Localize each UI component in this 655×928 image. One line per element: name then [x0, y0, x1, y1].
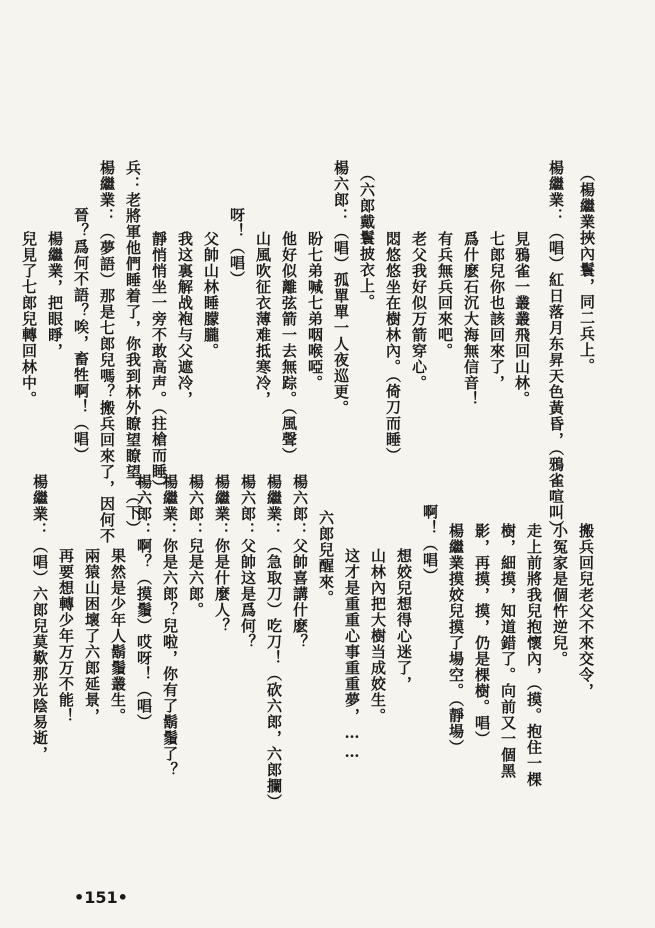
text-column: 樹，細摸，知道錯了。向前又一個黑: [499, 523, 517, 779]
text-column: 爲什麽石沉大海無信音！: [462, 231, 480, 407]
text-column: 父帥山林睡朦朧。: [202, 231, 220, 359]
text-column: 果然是少年人鬍鬚叢生。: [109, 548, 127, 724]
text-column: 楊繼業：（唱）六郎兒莫歎那光陰易逝，: [31, 474, 49, 762]
text-column: 影，再摸，摸，仍是棵樹。唱）: [473, 523, 491, 747]
text-column: 楊繼業：你是什麼人？: [213, 474, 231, 634]
text-column: 楊繼業：你是六郎？兒啦，你有了鬍鬚了？: [161, 474, 179, 778]
text-column: 六郎兒醒來。: [317, 510, 335, 606]
text-column: 啊！（唱）: [421, 504, 439, 584]
text-column: 楊繼業：（夢語）那是七郎兒嗎？搬兵回來了，因何不: [98, 160, 116, 544]
text-column: （楊繼業挾內鬟，同二兵上。: [578, 166, 596, 374]
text-column: 楊六郎：父帥这是爲何？: [239, 474, 257, 650]
text-column: 老父我好似万箭穿心。: [410, 231, 428, 391]
text-column: 小冤家是個忤逆兒。: [551, 523, 569, 667]
text-column: 見鴉雀一叢叢飛回山林。: [513, 231, 531, 407]
text-column: 靜悄悄坐一旁不敢高声。（拄槍而睡）: [150, 231, 168, 496]
text-column: 盼七弟喊七弟咽喉啞。: [306, 231, 324, 391]
text-column: 晉？爲何不語？唉，畜牲啊！（唱）: [72, 207, 90, 463]
text-column: （六郎戴鬟披衣上。: [358, 166, 376, 310]
text-column: 七郎兒你也該回來了，: [488, 231, 506, 391]
text-column: 这才是重重心事重重夢，……: [343, 548, 361, 762]
text-column: 楊繼業，把眼睜，: [46, 231, 64, 359]
text-column: 他好似離弦箭一去無踪。（風聲）: [280, 231, 298, 464]
page-number: •151•: [74, 888, 128, 907]
text-column: 楊繼業：（急取刀）吃刀！（砍六郎，六郎攔）: [265, 474, 283, 810]
text-column: 悶悠悠坐在樹林內。（倚刀而睡）: [384, 231, 402, 464]
text-column: 我这裏解战袍与父遮冷，: [176, 231, 194, 407]
text-column: 兵：老將軍他們睡着了，你我到林外瞭望瞭望。（下）: [124, 160, 142, 537]
text-column: 楊繼業：（唱）紅日落月东昇天色黃昏，（鴉雀喧叫）: [547, 160, 565, 537]
text-column: 呀！（唱）: [228, 207, 246, 287]
text-column: 山林內把大樹当成姣生。: [369, 548, 387, 724]
text-column: 有兵無兵回來吧。: [436, 231, 454, 359]
text-column: 搬兵回兒老父不來交令，: [577, 523, 595, 699]
text-column: 楊六郎：兒是六郎。: [187, 474, 205, 618]
text-column: 楊六郎：父帥喜講什麽？: [291, 474, 309, 650]
text-column: 再要想轉少年万万不能！: [57, 548, 75, 724]
text-column: 想姣兒想得心迷了，: [395, 548, 413, 692]
text-column: 山風吹征衣薄难抵寒冷，: [254, 231, 272, 407]
text-column: 兒見了七郎兒轉回林中。: [20, 231, 38, 407]
text-column: 楊繼業摸姣兒摸了場空。（靜場）: [447, 523, 465, 756]
text-column: 兩猿山困壞了六郎延景，: [83, 548, 101, 724]
text-column: 走上前將我兒抱懷內，（摸。抱住一棵: [525, 523, 543, 788]
text-column: 楊六郎：啊？（摸鬚）哎呀！（唱）: [135, 474, 153, 730]
text-column: 楊六郎：（唱）孤單單一人夜巡更。: [332, 160, 350, 416]
